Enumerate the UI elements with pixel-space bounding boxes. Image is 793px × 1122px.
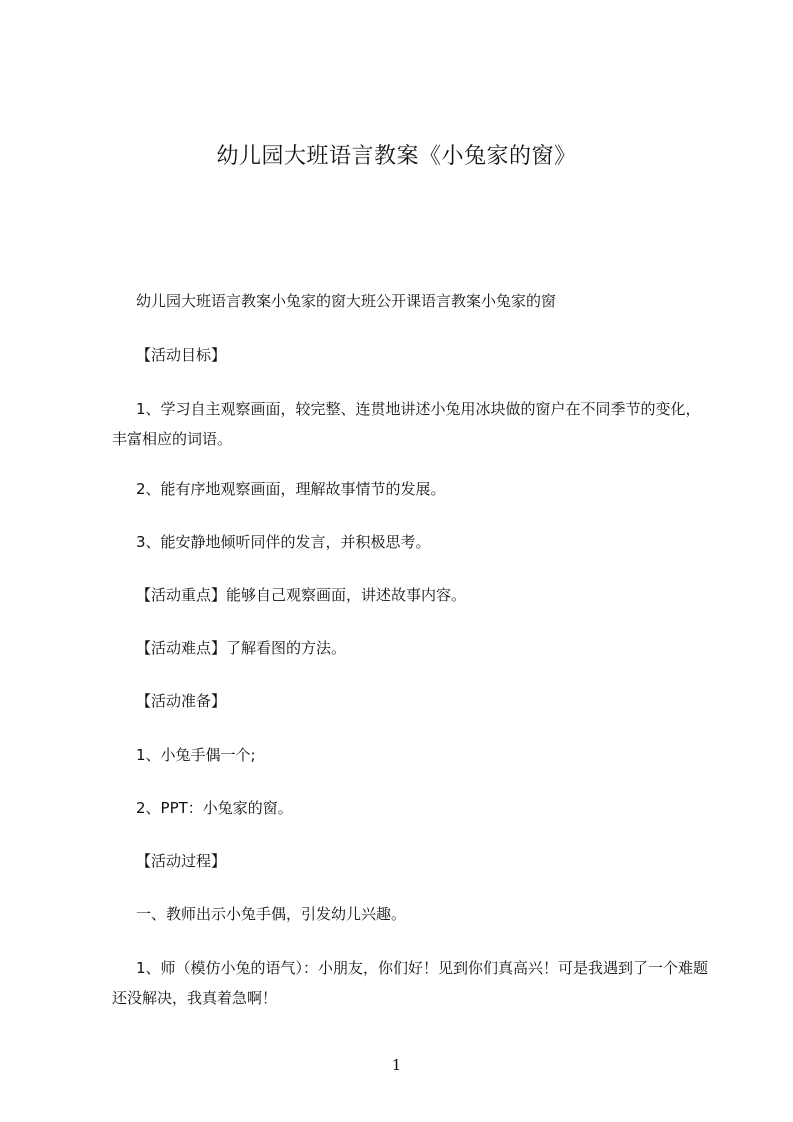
- goal-item-1: 1、学习自主观察画面，较完整、连贯地讲述小兔用冰块做的窗户在不同季节的变化，丰富相应的词语。: [112, 400, 701, 448]
- preparation-item-1: 1、小兔手偶一个;: [136, 746, 256, 764]
- process-step-1-detail: 1、师（模仿小兔的语气）：小朋友，你们好！见到你们真高兴！可是我遇到了一个难题还没解决，我真着急啊！: [112, 959, 709, 1007]
- section-heading-goals: 【活动目标】: [136, 346, 227, 364]
- section-heading-preparation: 【活动准备】: [136, 692, 227, 710]
- goal-item-2: 2、能有序地观察画面，理解故事情节的发展。: [136, 480, 446, 498]
- document-title: 幼儿园大班语言教案《小兔家的窗》: [216, 144, 577, 169]
- preparation-item-2: 2、PPT：小兔家的窗。: [136, 799, 293, 817]
- intro-paragraph: 幼儿园大班语言教案小兔家的窗大班公开课语言教案小兔家的窗: [136, 292, 557, 310]
- section-key-points: 【活动重点】能够自己观察画面，讲述故事内容。: [136, 586, 467, 604]
- section-heading-process: 【活动过程】: [136, 852, 227, 870]
- section-difficulties: 【活动难点】了解看图的方法。: [136, 639, 347, 657]
- page-number: 1: [391, 1056, 402, 1074]
- goal-item-3: 3、能安静地倾听同伴的发言，并积极思考。: [136, 533, 431, 551]
- process-step-1: 一、教师出示小兔手偶，引发幼儿兴趣。: [136, 905, 407, 923]
